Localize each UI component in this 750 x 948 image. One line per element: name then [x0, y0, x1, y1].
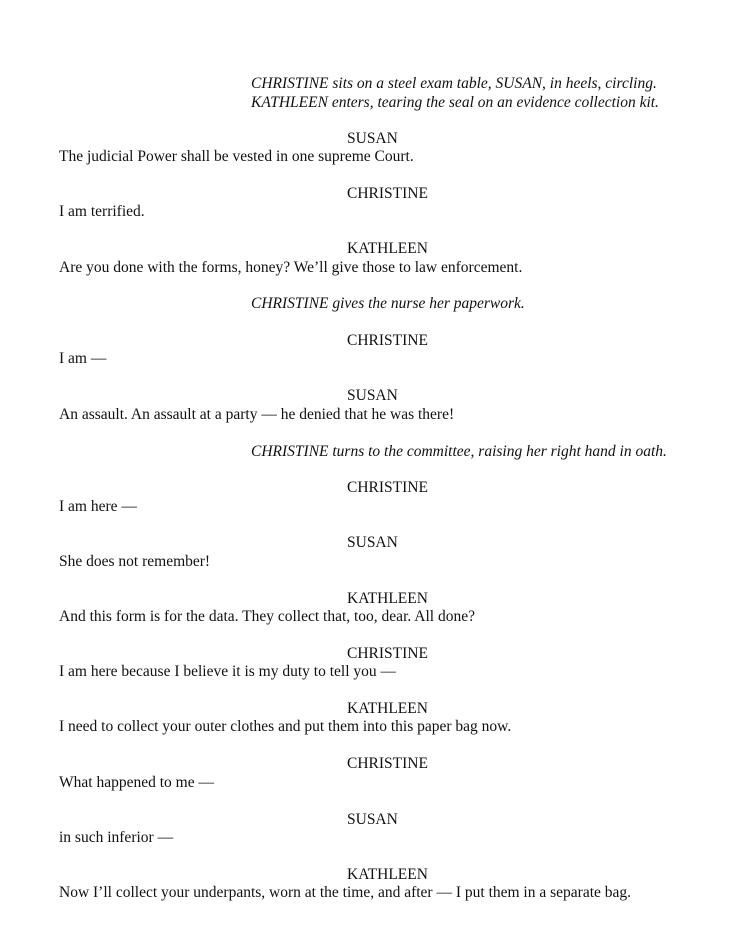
dialogue-line: What happened to me —	[59, 774, 214, 791]
stage-direction: KATHLEEN enters, tearing the seal on an evidence collection kit.	[251, 94, 659, 111]
dialogue-line: She does not remember!	[59, 553, 211, 570]
dialogue-line: I need to collect your outer clothes and put them into this paper bag now.	[59, 718, 512, 735]
dialogue-line: Are you done with the forms, honey? We’ll give those to law enforcement.	[59, 259, 523, 276]
speaker-name: KATHLEEN	[347, 700, 428, 717]
stage-direction: CHRISTINE gives the nurse her paperwork.	[251, 295, 525, 312]
speaker-name: CHRISTINE	[347, 185, 428, 202]
dialogue-line: I am here because I believe it is my duty to tell you —	[59, 663, 397, 680]
dialogue-line: An assault. An assault at a party — he denied that he was there!	[59, 406, 455, 423]
speaker-name: CHRISTINE	[347, 755, 428, 772]
speaker-name: KATHLEEN	[347, 866, 428, 883]
dialogue-line: I am terrified.	[59, 203, 145, 220]
speaker-name: SUSAN	[347, 811, 398, 828]
dialogue-line: The judicial Power shall be vested in one supreme Court.	[59, 148, 414, 165]
stage-direction: CHRISTINE turns to the committee, raising her right hand in oath.	[251, 443, 667, 460]
dialogue-line: I am —	[59, 350, 107, 367]
speaker-name: KATHLEEN	[347, 590, 428, 607]
speaker-name: CHRISTINE	[347, 332, 428, 349]
stage-direction: CHRISTINE sits on a steel exam table, SUSAN, in heels, circling.	[251, 75, 657, 92]
dialogue-line: in such inferior —	[59, 829, 174, 846]
speaker-name: SUSAN	[347, 130, 398, 147]
dialogue-line: I am here —	[59, 498, 137, 515]
speaker-name: CHRISTINE	[347, 479, 428, 496]
dialogue-line: Now I’ll collect your underpants, worn at the time, and after — I put them in a separate bag.	[59, 884, 632, 901]
speaker-name: KATHLEEN	[347, 240, 428, 257]
speaker-name: SUSAN	[347, 534, 398, 551]
dialogue-line: And this form is for the data. They collect that, too, dear. All done?	[59, 608, 475, 625]
speaker-name: SUSAN	[347, 387, 398, 404]
speaker-name: CHRISTINE	[347, 645, 428, 662]
